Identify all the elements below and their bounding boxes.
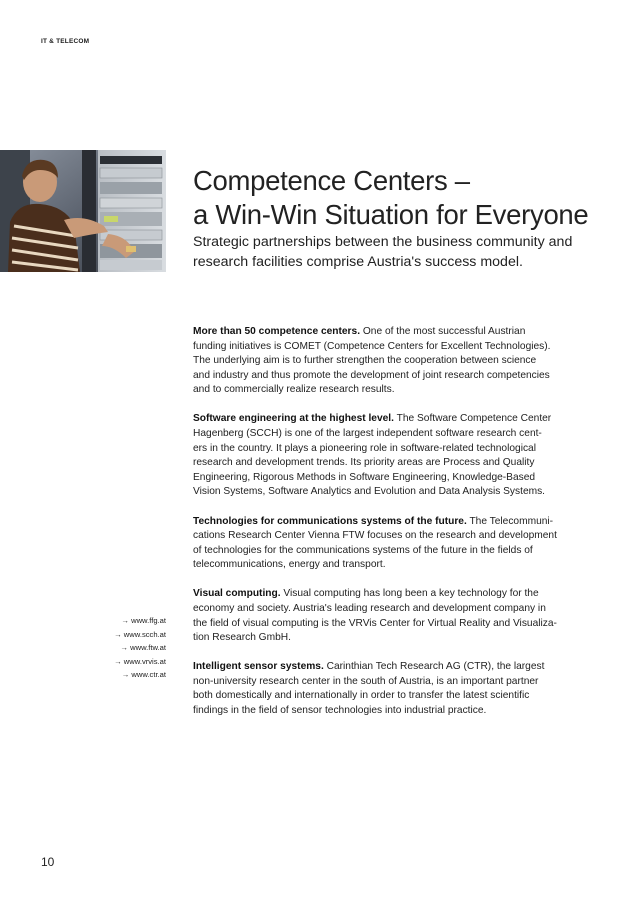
paragraph-line: Vision Systems, Software Analytics and Evolution and Data Analysis Systems. [193, 486, 546, 498]
paragraph-heading: Technologies for communications systems of the future. [193, 515, 467, 527]
paragraph-heading: Software engineering at the highest level. [193, 413, 394, 425]
subtitle-line-2: research facilities comprise Austria's success model. [193, 254, 523, 270]
link-scch[interactable]: → www.scch.at [114, 629, 166, 639]
paragraph-heading: More than 50 competence centers. [193, 326, 361, 337]
paragraph-line: both domestically and internationally in order to transfer the latest scientific [193, 690, 530, 702]
paragraph-communications [193, 515, 583, 573]
paragraph-line: Engineering, Rigorous Methods in Software Engineering, Knowledge-Based [193, 471, 536, 483]
link-ftw[interactable]: → www.ftw.at [120, 643, 166, 652]
link-vrvis[interactable]: → www.vrvis.at [114, 656, 166, 666]
page-title [193, 164, 613, 232]
subtitle-line-1: Strategic partnerships between the business community and [193, 234, 573, 250]
paragraph-line: ers in the country. It plays a pioneering role in software-related technological [193, 442, 536, 454]
paragraph-text: Carinthian Tech Research AG (CTR), the largest [323, 661, 545, 673]
paragraph-line: tion Research GmbH. [193, 632, 291, 644]
subtitle [193, 232, 593, 272]
paragraph-line: The underlying aim is to further strengthen the cooperation between science [193, 355, 537, 367]
title-line-1: Competence Centers – [193, 165, 470, 197]
paragraph-line: funding initiatives is COMET (Competence Centers for Excellent Technologies). [193, 340, 551, 352]
technician-photo [0, 150, 166, 272]
paragraph-software-engineering [193, 412, 583, 500]
page-number: 10 [41, 855, 55, 869]
paragraph-text: Visual computing has long been a key technology for the [280, 588, 539, 600]
body-text [193, 325, 583, 733]
paragraph-line: telecommunications, energy and transport. [193, 559, 386, 571]
paragraph-text: The Telecommuni- [466, 515, 554, 527]
paragraph-line: cations Research Center Vienna FTW focuses on the research and development [193, 530, 557, 542]
paragraph-line: the field of visual computing is the VRVis Center for Virtual Reality and Visualiza- [193, 617, 557, 629]
paragraph-text: The Software Competence Center [393, 413, 552, 425]
section-label: IT & TELECOM [41, 38, 90, 45]
paragraph-text: One of the most successful Austrian [360, 326, 526, 337]
paragraph-heading: Visual computing. [193, 588, 281, 600]
paragraph-line: and industry and thus promote the development of joint research competencies [193, 369, 550, 381]
link-ctr[interactable]: → www.ctr.at [121, 670, 166, 679]
paragraph-line: findings in the field of sensor technologies into industrial practice. [193, 705, 487, 717]
paragraph-visual-computing [193, 587, 583, 645]
header-photo [0, 150, 166, 272]
paragraph-line: research and development trends. Its priority areas are Process and Quality [193, 457, 535, 469]
paragraph-competence-centers [193, 325, 583, 398]
paragraph-line: of technologies for the communications systems of the future in the fields of [193, 544, 533, 556]
paragraph-line: economy and society. Austria's leading research and development company in [193, 603, 546, 614]
paragraph-line: and to commercially realize research results. [193, 384, 395, 396]
link-list [60, 614, 166, 682]
link-ffg[interactable]: → www.ffg.at [121, 616, 166, 625]
paragraph-heading: Intelligent sensor systems. [193, 661, 324, 673]
title-line-2: a Win-Win Situation for Everyone [193, 199, 589, 231]
paragraph-sensor-systems [193, 660, 583, 718]
paragraph-line: non-university research center in the south of Austria, is an important partner [193, 675, 539, 687]
paragraph-line: Hagenberg (SCCH) is one of the largest independent software research cent- [193, 428, 542, 440]
